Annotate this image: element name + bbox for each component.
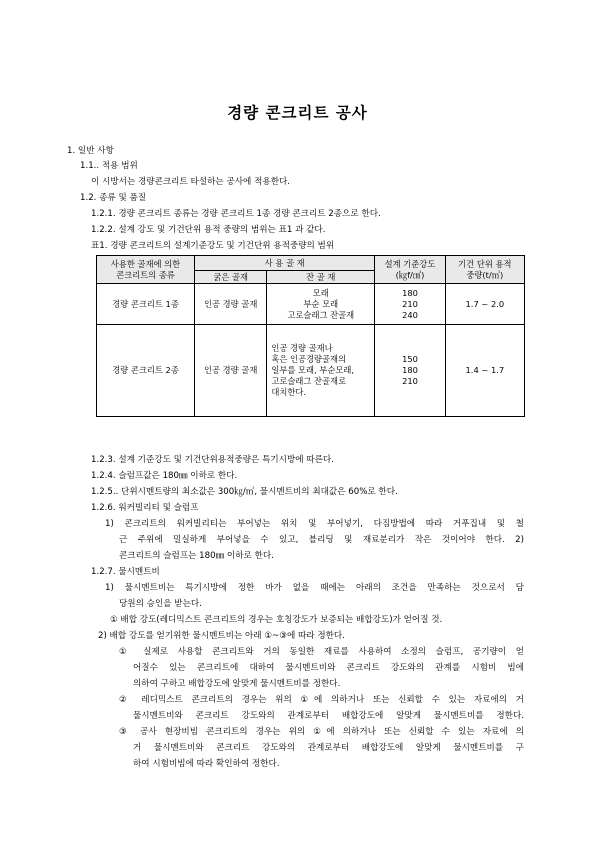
header-unit-weight	[445, 256, 524, 284]
section-heading: 1. 일반 사항	[67, 146, 114, 156]
paragraph: 이 시방서는 경량콘크리트 타설하는 공사에 적용한다.	[91, 177, 291, 187]
list-item-line: ③ 공사 현장비빔 콘크리트의 경우는 위의 ①에 의하거나 또는 신뢰할 수 있는 자료에 의	[119, 727, 524, 737]
cell-unit-weight: 1.4 ~ 1.7	[445, 325, 524, 417]
clause: 1.2.6. 워커빌리티 및 슬럼프	[91, 503, 199, 513]
table-caption: 표1. 경량 콘크리트의 설계기준강도 및 기건단위 용적중량의 범위	[91, 241, 335, 251]
header-text: (㎏f/㎠)	[395, 269, 425, 280]
fine-aggregate-line: 고로슬래그 잔골재로	[271, 376, 347, 386]
header-fine-aggregate: 잔 골 재	[267, 271, 375, 284]
strength-weight-table	[96, 255, 525, 417]
paragraph-line: 1) 물시멘트비는 특기시방에 정한 바가 없을 때에는 아래의 조건을 만족하는 것으로서 담	[105, 583, 524, 593]
paragraph-line: 1) 콘크리트의 워커빌리티는 부어넣는 위치 및 부어넣기, 다짐방법에 따라 거푸집내 및 철	[105, 519, 524, 529]
header-text: 사용한 골재에 의한	[110, 258, 181, 269]
strength-value: 180	[402, 287, 418, 298]
list-item-line: ② 레디믹스트 콘크리트의 경우는 위의 ①에 의하거나 또는 신뢰할 수 있는 자료에의 거	[119, 695, 524, 705]
header-text: 기건 단위 용적	[458, 258, 512, 269]
list-item-line: 어질수 있는 콘크리트에 대하여 물시멘트비와 콘크리트 강도와의 관계를 시험비 빔에	[133, 663, 524, 673]
subsection-heading: 1.1.. 적용 범위	[80, 161, 138, 171]
list-item-line: 하여 시험비빔에 따라 확인하여 정한다.	[133, 759, 280, 769]
fine-aggregate-line: 모래	[312, 287, 329, 298]
clause: 1.2.7. 물시멘트비	[91, 567, 160, 577]
subsection-heading: 1.2. 종류 및 품질	[80, 193, 147, 203]
header-text: 설계 기준강도	[384, 258, 436, 269]
document-title: 경량 콘크리트 공사	[227, 104, 368, 122]
strength-value: 210	[402, 376, 418, 386]
table-row	[97, 284, 525, 325]
fine-aggregate-line: 고로슬래그 잔골재	[287, 309, 355, 320]
cell-concrete-type: 경량 콘크리트 1종	[97, 284, 195, 325]
cell-fine-aggregate	[267, 325, 375, 417]
header-text: 중량(t/㎥)	[466, 269, 504, 280]
clause: 1.2.2. 설계 강도 및 기건단위 용적 중량의 범위는 표1 과 같다.	[91, 225, 326, 235]
clause: 1.2.3. 설계 기준강도 및 기건단위용적중량은 특기시방에 따른다.	[91, 455, 334, 465]
list-item-line: 거 물시멘트비와 콘크리트 강도와의 관계로부터 배합강도에 알맞게 물시멘트비를 구	[133, 743, 524, 753]
cell-coarse-aggregate: 인공 경량 골재	[195, 325, 267, 417]
cell-unit-weight: 1.7 ~ 2.0	[445, 284, 524, 325]
list-item-line: 물시멘트비와 콘크리트 강도와의 관계로부터 배합강도에 알맞게 물시멘트비를 정한다.	[133, 711, 524, 721]
header-aggregate: 사 용 골 재	[195, 256, 375, 271]
clause: 1.2.5.. 단위시멘트량의 최소값은 300㎏/㎥, 물시멘트비의 최대값은 60%로 한다.	[91, 487, 398, 497]
header-concrete-type	[97, 256, 195, 284]
paragraph-line: 콘크리트의 슬럼프는 180㎜ 이하로 한다.	[119, 551, 274, 561]
fine-aggregate-line: 부순 모래	[303, 298, 339, 309]
strength-value: 150	[402, 354, 418, 364]
strength-value: 240	[402, 309, 418, 320]
strength-value: 210	[402, 298, 418, 309]
paragraph-line: 2) 배합 강도를 얻기위한 물시멘트비는 아래 ①~③에 따라 정한다.	[98, 631, 345, 641]
list-item-line: ① 실제로 사용할 콘크리트와 거의 동일한 재료를 사용하여 소정의 슬럼프, 공기량이 얻	[119, 647, 524, 657]
cell-design-strength	[375, 325, 445, 417]
header-coarse-aggregate: 굵은 골재	[195, 271, 267, 284]
condition-item: ① 배합 강도(레디믹스트 콘크리트의 경우는 호칭강도가 보증되는 배합강도)가 얻어질 것.	[110, 615, 443, 625]
cell-coarse-aggregate: 인공 경량 골재	[195, 284, 267, 325]
clause: 1.2.1. 경량 콘크리트 종류는 경량 콘크리트 1종 경량 콘크리트 2종으로 한다.	[91, 209, 381, 219]
cell-design-strength	[375, 284, 445, 325]
strength-value: 180	[402, 365, 418, 375]
fine-aggregate-line: 일부를 모래, 부순모래,	[271, 365, 354, 375]
fine-aggregate-line: 인공 경량 골재나	[271, 343, 333, 353]
cell-fine-aggregate	[267, 284, 375, 325]
clause: 1.2.4. 슬럼프값은 180㎜ 이하로 한다.	[91, 471, 238, 481]
fine-aggregate-line: 혹은 인공경량골재의	[271, 354, 347, 364]
paragraph-line: 당원의 승인을 받는다.	[119, 599, 202, 609]
header-design-strength	[375, 256, 445, 284]
header-text: 콘크리트의 종류	[116, 269, 175, 280]
fine-aggregate-line: 대치한다.	[271, 387, 307, 397]
cell-concrete-type: 경량 콘크리트 2종	[97, 325, 195, 417]
paragraph-line: 근 주위에 밀실하게 부어넣을 수 있고, 블리딩 및 재료분리가 작은 것이어야 한다. 2)	[119, 535, 524, 545]
list-item-line: 의하여 구하고 배합강도에 알맞게 물시멘트비를 정한다.	[133, 679, 341, 689]
table-row	[97, 325, 525, 417]
